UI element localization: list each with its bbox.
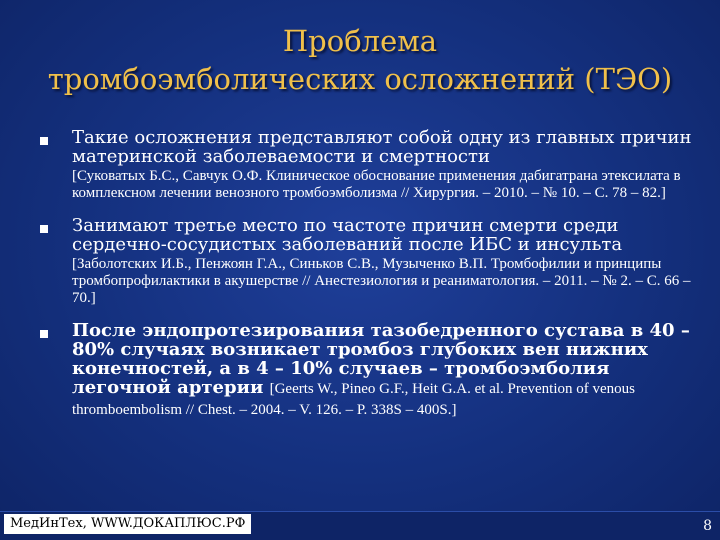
footer-brand-link[interactable]: МедИнТех, WWW.ДОКАПЛЮС.РФ — [4, 514, 251, 534]
bullet-lead-text — [72, 321, 710, 420]
bullet-reference: [Заболотских И.Б., Пенжоян Г.А., Синьков С.В., Музыченко В.П. Тромбофилии и принципы тромбопрофилактики в акушерстве // Анестезиология и реаниматология. – 2011. – № 2. – С. 66 – 70.] — [72, 256, 691, 306]
bullet-item — [40, 128, 710, 202]
footer-bar — [0, 511, 720, 540]
bullet-lead-text: Такие осложнения представляют собой одну из главных причин материнской заболеваемости и смертности — [72, 127, 692, 167]
bullet-list — [40, 128, 710, 420]
bullet-item — [40, 321, 710, 420]
slide-title-line-1: Проблема — [282, 24, 438, 58]
page-number: 8 — [703, 518, 712, 534]
slide-title-line-2: тромбоэмболических осложнений (ТЭО) — [47, 62, 673, 96]
square-bullet-icon — [40, 137, 48, 145]
slide-title — [0, 22, 720, 98]
square-bullet-icon — [40, 330, 48, 338]
bullet-item — [40, 216, 710, 307]
bullet-lead-bold-text: После эндопротезирования тазобедренного сустава в 40 – 80% случаях возникает тромбоз глубоких вен нижних конечностей, а в 4 – 10% случаев – тромбоэмболия легочной артерии — [72, 320, 690, 398]
bullet-reference: [Geerts W., Pineo G.F., Heit G.A. et al. Prevention of venous thromboembolism // Chest. – 2004. – V. 126. – P. 338S – 400S.] — [72, 381, 635, 418]
bullet-lead-text: Занимают третье место по частоте причин смерти среди сердечно-сосудистых заболеваний после ИБС и инсульта — [72, 215, 623, 255]
square-bullet-icon — [40, 225, 48, 233]
bullet-reference: [Суковатых Б.С., Савчук О.Ф. Клиническое обоснование применения дабигатрана этексилата в комплексном лечении венозного тромбоэмболизма // Хирургия. – 2010. – № 10. – С. 78 – 82.] — [72, 168, 681, 201]
